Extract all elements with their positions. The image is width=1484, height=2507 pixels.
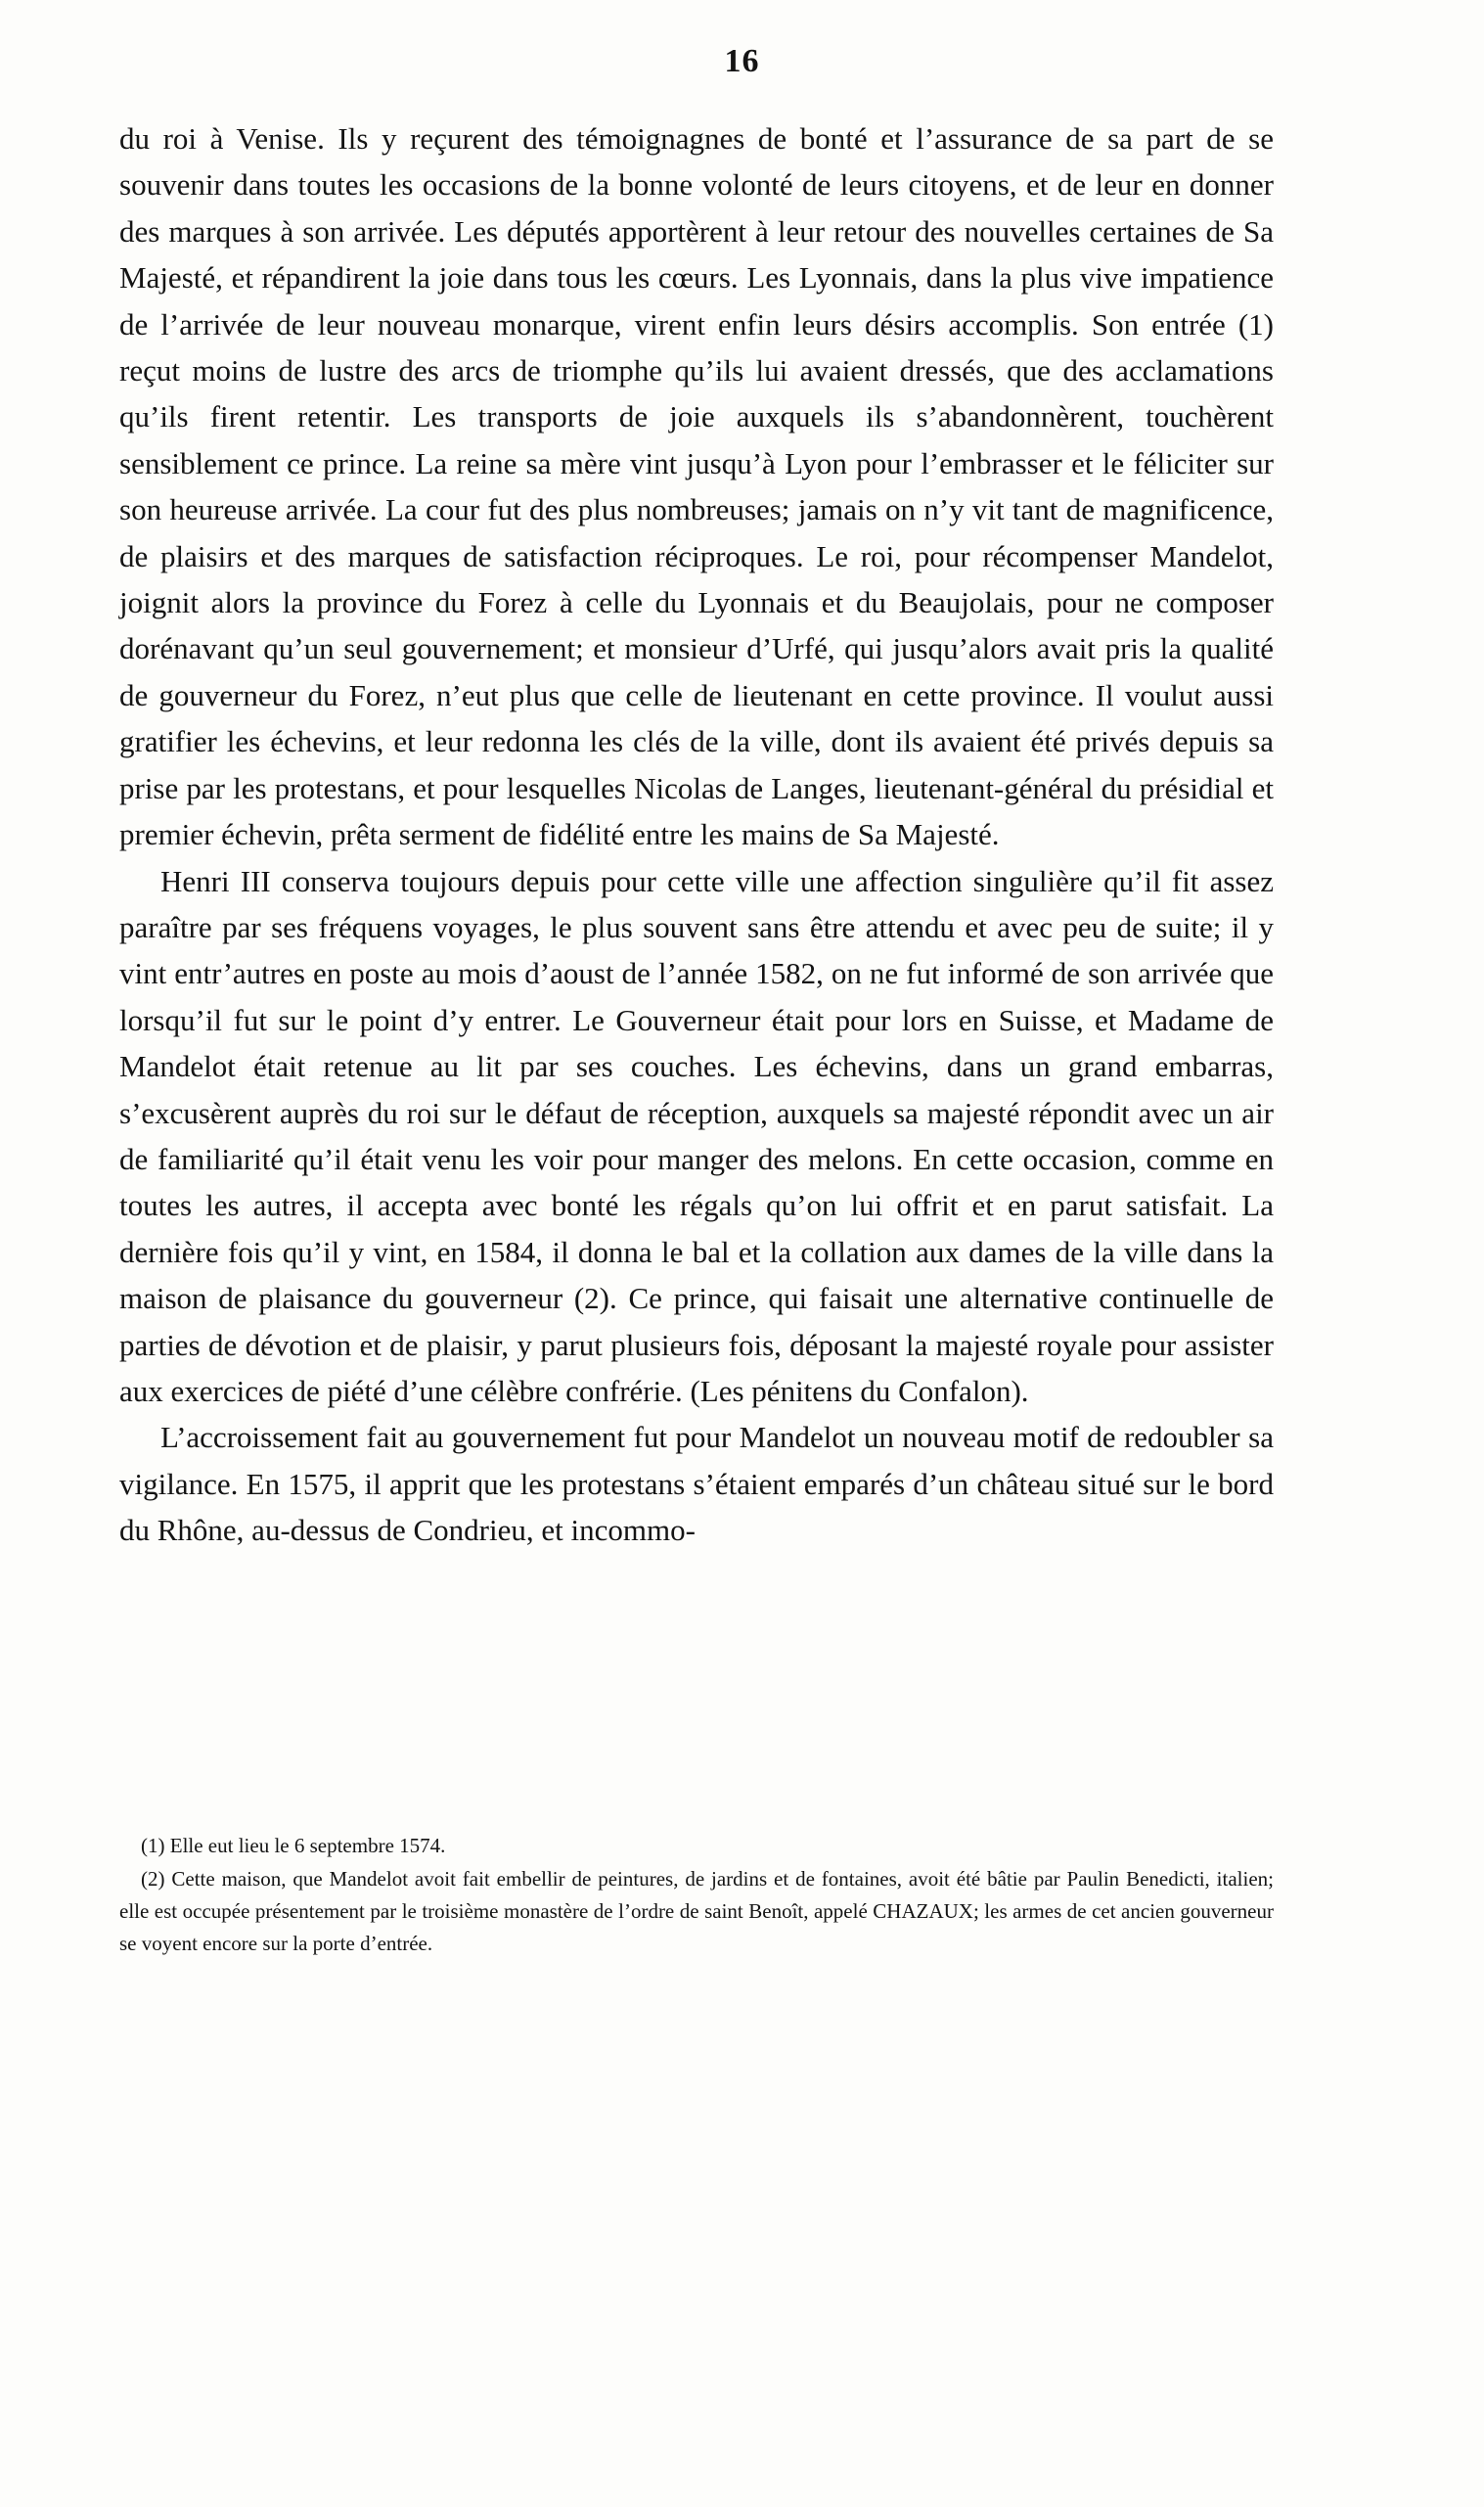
footnote-1: (1) Elle eut lieu le 6 septembre 1574. [141,1834,446,1857]
footnotes [119,1830,1274,1961]
page-number: 16 [724,43,760,79]
main-text [119,115,1274,1554]
paragraph-3: L’accroissement fait au gouvernement fut pour Mandelot un nouveau motif de redoubler sa vigilance. En 1575, il apprit que les protestans s’étaient emparés d’un château situé sur le bord du Rhône, au-dessus de Condrieu, et incommo- [119,1420,1274,1548]
footnote-2: (2) Cette maison, que Mandelot avoit fait embellir de peintures, de jardins et de fontaines, avoit été bâtie par Paulin Benedicti, italien; elle est occupée présentement par le troisième monastère de l’ordre de saint Benoît, appelé CHAZAUX; les armes de cet ancien gouverneur se voyent encore sur la porte d’entrée. [119,1867,1274,1955]
paragraph-2: Henri III conserva toujours depuis pour cette ville une affection singulière qu’il fit assez paraître par ses fréquens voyages, le plus souvent sans être attendu et avec peu de suite; il y vint entr’autres en poste au mois d’aoust de l’année 1582, on ne fut informé de son arrivée que lorsqu’il fut sur le point d’y entrer. Le Gouverneur était pour lors en Suisse, et Madame de Mandelot était retenue au lit par ses couches. Les échevins, dans un grand embarras, s’excusèrent auprès du roi sur le défaut de réception, auxquels sa majesté répondit avec un air de familiarité qu’il était venu les voir pour manger des melons. En cette occasion, comme en toutes les autres, il accepta avec bonté les régals qu’on lui offrit et en parut satisfait. La dernière fois qu’il y vint, en 1584, il donna le bal et la collation aux dames de la ville dans la maison de plaisance du gouverneur (2). Ce prince, qui faisait une alternative continuelle de parties de dévotion et de plaisir, y parut plusieurs fois, déposant la majesté royale pour assister aux exercices de piété d’une célèbre confrérie. (Les pénitens du Confalon). [119,863,1274,1408]
paragraph-1: du roi à Venise. Ils y reçurent des témoignagnes de bonté et l’assurance de sa part de se souvenir dans toutes les occasions de la bonne volonté de leurs citoyens, et de leur en donner des marques à son arrivée. Les députés apportèrent à leur retour des nouvelles certaines de Sa Majesté, et répandirent la joie dans tous les cœurs. Les Lyonnais, dans la plus vive impatience de l’arrivée de leur nouveau monarque, virent enfin leurs désirs accomplis. Son entrée (1) reçut moins de lustre des arcs de triomphe qu’ils lui avaient dressés, que des acclamations qu’ils firent retentir. Les transports de joie auxquels ils s’abandonnèrent, touchèrent sensiblement ce prince. La reine sa mère vint jusqu’à Lyon pour l’embrasser et le féliciter sur son heureuse arrivée. La cour fut des plus nombreuses; jamais on n’y vit tant de magnificence, de plaisirs et des marques de satisfaction réciproques. Le roi, pour récompenser Mandelot, joignit alors la province du Forez à celle du Lyonnais et du Beaujolais, pour ne composer dorénavant qu’un seul gouvernement; et monsieur d’Urfé, qui jusqu’alors avait pris la qualité de gouverneur du Forez, n’eut plus que celle de lieutenant en cette province. Il voulut aussi gratifier les échevins, et leur redonna les clés de la ville, dont ils avaient été privés depuis sa prise par les protestans, et pour lesquelles Nicolas de Langes, lieutenant-général du présidial et premier échevin, prêta serment de fidélité entre les mains de Sa Majesté. [119,121,1274,852]
